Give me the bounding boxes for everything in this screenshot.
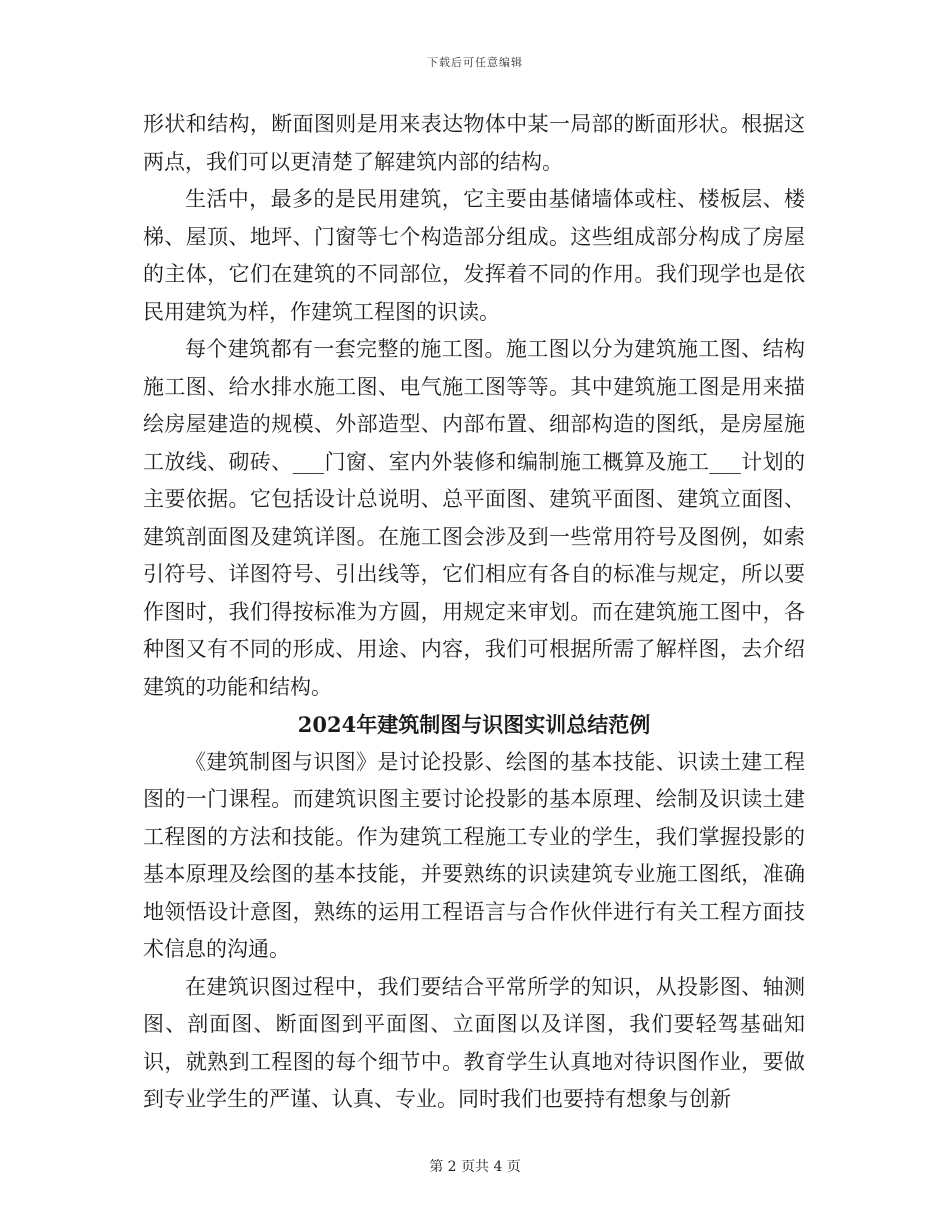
document-body: [143, 106, 805, 1119]
paragraph-3: 每个建筑都有一套完整的施工图。施工图以分为建筑施工图、结构施工图、给水排水施工图、电气施工图等等。其中建筑施工图是用来描绘房屋建造的规模、外部造型、内部布置、细部构造的图纸，是房屋施工放线、砌砖、___门窗、室内外装修和编制施工概算及施工___计划的主要依据。它包括设计总说明、总平面图、建筑平面图、建筑立面图、建筑剖面图及建筑详图。在施工图会涉及到一些常用符号及图例，如索引符号、详图符号、引出线等，它们相应有各自的标准与规定，所以要作图时，我们得按标准为方圆，用规定来审划。而在建筑施工图中，各种图又有不同的形成、用途、内容，我们可根据所需了解样图，去介绍建筑的功能和结构。: [143, 337, 805, 699]
paragraph-1: 形状和结构，断面图则是用来表达物体中某一局部的断面形状。根据这两点，我们可以更清楚了解建筑内部的结构。: [143, 112, 805, 174]
paragraph-5: 在建筑识图过程中，我们要结合平常所学的知识，从投影图、轴测图、剖面图、断面图到平面图、立面图以及详图，我们要轻驾基础知识，就熟到工程图的每个细节中。教育学生认真地对待识图作业，要做到专业学生的严谨、认真、专业。同时我们也要持有想象与创新: [143, 974, 805, 1111]
paragraph-2: 生活中，最多的是民用建筑，它主要由基储墙体或柱、楼板层、楼梯、屋顶、地坪、门窗等七个构造部分组成。这些组成部分构成了房屋的主体，它们在建筑的不同部位，发挥着不同的作用。我们现学也是依民用建筑为样，作建筑工程图的识读。: [143, 187, 805, 324]
page-header: 下载后可任意编辑: [427, 56, 523, 69]
paragraph-4: 《建筑制图与识图》是讨论投影、绘图的基本技能、识读土建工程图的一门课程。而建筑识图主要讨论投影的基本原理、绘制及识读土建工程图的方法和技能。作为建筑工程施工专业的学生，我们掌握投影的基本原理及绘图的基本技能，并要熟练的识读建筑专业施工图纸，准确地领悟设计意图，熟练的运用工程语言与合作伙伴进行有关工程方面技术信息的沟通。: [143, 749, 805, 961]
page-footer: 第 2 页共 4 页: [429, 1159, 521, 1175]
section-heading: 2024年建筑制图与识图实训总结范例: [297, 712, 651, 737]
